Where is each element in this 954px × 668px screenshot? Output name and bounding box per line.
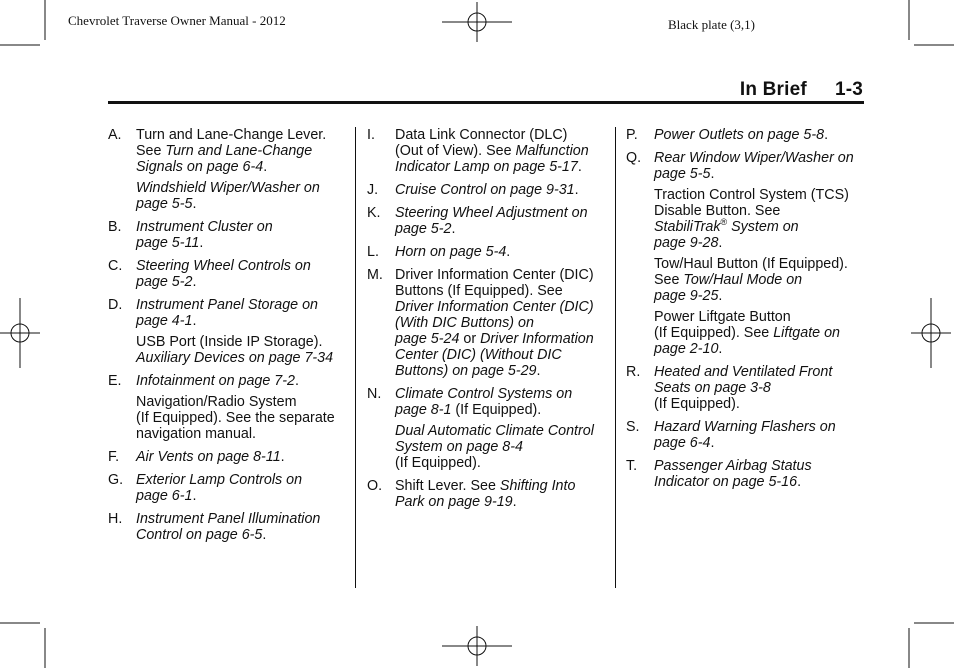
text-segment: . — [506, 244, 511, 260]
text-segment: Traction Control System (TCS) — [654, 187, 849, 203]
legend-line — [136, 274, 344, 290]
text-segment: (If Equipped). — [654, 396, 740, 412]
page-reference: page 5-11 — [136, 235, 200, 251]
legend-entry — [108, 373, 344, 389]
legend-line — [395, 363, 605, 379]
page-reference: page 2-10 — [654, 341, 719, 357]
legend-line — [136, 449, 344, 465]
page-reference: Indicator Lamp on page 5-17 — [395, 159, 578, 175]
page-reference: Instrument Panel Illumination — [136, 511, 321, 527]
legend-key: R. — [626, 364, 641, 380]
legend-entry — [108, 472, 344, 504]
legend-line — [395, 315, 605, 331]
page-reference: page 5-24 — [395, 331, 460, 347]
legend-key: L. — [367, 244, 379, 260]
legend-entry — [626, 458, 862, 490]
legend-line — [654, 380, 862, 396]
legend-key: T. — [626, 458, 638, 474]
legend-line — [136, 426, 344, 442]
legend-entry — [626, 419, 862, 451]
legend-line — [136, 511, 344, 527]
text-segment: . — [192, 313, 197, 329]
text-segment: . — [512, 494, 517, 510]
column-1 — [108, 127, 344, 550]
page-reference: Liftgate on — [773, 325, 840, 341]
page-reference: page 5-2 — [395, 221, 452, 237]
legend-entry — [108, 449, 344, 465]
text-segment: or — [459, 331, 481, 347]
page-reference: page 5-5 — [654, 166, 711, 182]
legend-line — [136, 297, 344, 313]
page-reference: Auxiliary Devices on page 7-34 — [136, 350, 334, 366]
legend-key: Q. — [626, 150, 642, 166]
legend-line — [136, 350, 344, 366]
text-segment: . — [574, 182, 579, 198]
legend-line — [395, 478, 605, 494]
legend-line — [395, 283, 605, 299]
legend-key: K. — [367, 205, 381, 221]
legend-subentry — [626, 309, 862, 357]
page-reference: Steering Wheel Controls on — [136, 258, 311, 274]
text-segment: . — [824, 127, 829, 143]
legend-line — [395, 182, 605, 198]
legend-key: I. — [367, 127, 375, 143]
legend-line — [654, 166, 862, 182]
text-segment: . — [710, 166, 715, 182]
legend-key: C. — [108, 258, 123, 274]
legend-line — [654, 396, 862, 412]
legend-entry — [108, 127, 344, 175]
legend-line — [136, 159, 344, 175]
legend-line — [136, 394, 344, 410]
page-reference: page 9-28 — [654, 235, 719, 251]
page-reference: System on — [727, 219, 799, 235]
text-segment: . — [262, 527, 267, 543]
legend-line — [395, 221, 605, 237]
text-segment: (Out of View). See — [395, 143, 516, 159]
legend-key: G. — [108, 472, 124, 488]
page-reference: page 9-25 — [654, 288, 719, 304]
section-heading — [740, 79, 863, 101]
text-segment: . — [280, 449, 285, 465]
page-reference: Buttons) on page 5-29 — [395, 363, 537, 379]
page-reference: Indicator on page 5-16 — [654, 474, 798, 490]
legend-line — [395, 299, 605, 315]
legend-line — [654, 364, 862, 380]
page-reference: Climate Control Systems on — [395, 386, 573, 402]
page-reference: page 8-1 — [395, 402, 452, 418]
page-reference: Infotainment on page 7-2 — [136, 373, 295, 389]
plate-label: Black plate (3,1) — [668, 17, 755, 32]
legend-subentry — [108, 394, 344, 442]
text-segment: Turn and Lane-Change Lever. — [136, 127, 327, 143]
legend-entry — [108, 297, 344, 329]
legend-key: N. — [367, 386, 382, 402]
text-segment: . — [192, 488, 197, 504]
legend-line — [654, 474, 862, 490]
legend-entry — [367, 267, 605, 379]
legend-line — [136, 235, 344, 251]
page-reference: page 6-4 — [654, 435, 711, 451]
legend-line — [654, 341, 862, 357]
column-divider-2 — [615, 127, 616, 588]
page-reference: Instrument Cluster on — [136, 219, 273, 235]
page-reference: Malfunction — [515, 143, 589, 159]
legend-entry — [108, 219, 344, 251]
legend-line — [654, 272, 862, 288]
registered-mark: ® — [720, 217, 728, 228]
legend-entry — [367, 244, 605, 260]
legend-key: F. — [108, 449, 120, 465]
page-reference: System on page 8-4 — [395, 439, 523, 455]
page-reference: Control on page 6-5 — [136, 527, 263, 543]
legend-key: H. — [108, 511, 123, 527]
legend-entry — [367, 205, 605, 237]
legend-line — [136, 527, 344, 543]
page-reference: Dual Automatic Climate Control — [395, 423, 594, 439]
text-segment: (If Equipped). See — [654, 325, 774, 341]
legend-line — [395, 402, 605, 418]
text-segment: Driver Information Center (DIC) — [395, 267, 594, 283]
page-reference: Exterior Lamp Controls on — [136, 472, 303, 488]
legend-line — [136, 410, 344, 426]
legend-subentry — [626, 187, 862, 251]
page-reference: Seats on page 3-8 — [654, 380, 771, 396]
text-segment: . — [577, 159, 582, 175]
legend-line — [654, 419, 862, 435]
legend-line — [654, 127, 862, 143]
legend-line — [395, 331, 605, 347]
legend-entry — [367, 478, 605, 510]
text-segment: (If Equipped). See the separate — [136, 410, 335, 426]
text-segment: . — [199, 235, 204, 251]
page-reference: Hazard Warning Flashers on — [654, 419, 836, 435]
legend-subentry — [108, 334, 344, 366]
legend-line — [654, 288, 862, 304]
page-reference: Horn on page 5-4 — [395, 244, 507, 260]
legend-key: D. — [108, 297, 123, 313]
legend-line — [395, 423, 605, 439]
legend-subentry — [108, 180, 344, 212]
page-reference: StabiliTrak — [654, 219, 721, 235]
text-segment: Tow/Haul Button (If Equipped). — [654, 256, 848, 272]
page-number: 1-3 — [834, 79, 863, 100]
page-reference: page 6-1 — [136, 488, 193, 504]
running-header-title: Chevrolet Traverse Owner Manual - 2012 — [68, 13, 286, 28]
page-reference: Passenger Airbag Status — [654, 458, 812, 474]
text-segment: Shift Lever. See — [395, 478, 500, 494]
legend-line — [136, 180, 344, 196]
legend-entry — [626, 127, 862, 143]
page-reference: Power Outlets on page 5-8 — [654, 127, 825, 143]
text-segment: . — [536, 363, 541, 379]
legend-entry — [626, 364, 862, 412]
page-reference: Driver Information Center (DIC) — [395, 299, 594, 315]
legend-line — [654, 325, 862, 341]
column-2 — [367, 127, 605, 517]
legend-line — [136, 258, 344, 274]
page-reference: page 4-1 — [136, 313, 193, 329]
legend-line — [136, 219, 344, 235]
legend-key: J. — [367, 182, 379, 198]
legend-line — [654, 150, 862, 166]
page-reference: Signals on page 6-4 — [136, 159, 264, 175]
page-reference: Driver Information — [480, 331, 594, 347]
legend-line — [395, 127, 605, 143]
legend-line — [654, 187, 862, 203]
legend-entry — [108, 511, 344, 543]
legend-line — [395, 347, 605, 363]
legend-line — [395, 143, 605, 159]
legend-key: S. — [626, 419, 640, 435]
legend-entry — [367, 386, 605, 418]
legend-line — [395, 494, 605, 510]
legend-subentry — [626, 256, 862, 304]
legend-line — [395, 439, 605, 455]
text-segment: See — [136, 143, 166, 159]
page-reference: Shifting Into — [499, 478, 576, 494]
text-segment: . — [718, 341, 723, 357]
page-reference: Windshield Wiper/Washer on — [136, 180, 320, 196]
page-reference: Heated and Ventilated Front — [654, 364, 833, 380]
legend-key: M. — [367, 267, 383, 283]
text-segment: Disable Button. See — [654, 203, 781, 219]
text-segment: . — [263, 159, 268, 175]
text-segment: . — [710, 435, 715, 451]
text-segment: Navigation/Radio System — [136, 394, 297, 410]
text-segment: (If Equipped). — [395, 455, 481, 471]
text-segment: . — [192, 274, 197, 290]
legend-line — [395, 267, 605, 283]
legend-line — [395, 455, 605, 471]
legend-line — [136, 313, 344, 329]
text-segment: . — [294, 373, 299, 389]
page-reference: Steering Wheel Adjustment on — [395, 205, 588, 221]
column-3 — [626, 127, 862, 497]
page-reference: Tow/Haul Mode on — [683, 272, 803, 288]
legend-subentry — [367, 423, 605, 471]
legend-line — [654, 203, 862, 219]
text-segment: . — [192, 196, 197, 212]
text-segment: See — [654, 272, 684, 288]
legend-key: B. — [108, 219, 122, 235]
legend-entry — [367, 182, 605, 198]
legend-line — [395, 159, 605, 175]
text-segment: (If Equipped). — [451, 402, 542, 418]
legend-line — [395, 205, 605, 221]
text-segment: . — [718, 235, 723, 251]
legend-line — [136, 196, 344, 212]
legend-line — [136, 334, 344, 350]
page-reference: Park on page 9-19 — [395, 494, 513, 510]
legend-line — [136, 143, 344, 159]
legend-entry — [367, 127, 605, 175]
legend-line — [654, 309, 862, 325]
legend-line — [395, 386, 605, 402]
legend-line — [136, 472, 344, 488]
text-segment: . — [797, 474, 802, 490]
legend-line — [136, 373, 344, 389]
text-segment: USB Port (Inside IP Storage). — [136, 334, 323, 350]
page-reference: Turn and Lane-Change — [165, 143, 313, 159]
legend-key: A. — [108, 127, 122, 143]
legend-line — [654, 235, 862, 251]
text-segment: Buttons (If Equipped). See — [395, 283, 563, 299]
legend-line — [654, 435, 862, 451]
legend-line — [654, 256, 862, 272]
text-segment: . — [718, 288, 723, 304]
header-rule — [108, 101, 864, 104]
page-reference: Rear Window Wiper/Washer on — [654, 150, 854, 166]
legend-line — [136, 127, 344, 143]
page-reference: (With DIC Buttons) on — [395, 315, 534, 331]
legend-line — [136, 488, 344, 504]
legend-entry — [626, 150, 862, 182]
legend-line — [395, 244, 605, 260]
text-segment: Data Link Connector (DLC) — [395, 127, 568, 143]
legend-key: E. — [108, 373, 122, 389]
legend-key: P. — [626, 127, 638, 143]
text-segment: navigation manual. — [136, 426, 257, 442]
page-reference: Instrument Panel Storage on — [136, 297, 318, 313]
page-reference: Air Vents on page 8-11 — [136, 449, 281, 465]
text-segment: Power Liftgate Button — [654, 309, 791, 325]
legend-line — [654, 458, 862, 474]
legend-entry — [108, 258, 344, 290]
text-segment: . — [451, 221, 456, 237]
page-reference: Center (DIC) (Without DIC — [395, 347, 562, 363]
page-reference: page 5-2 — [136, 274, 193, 290]
legend-line — [654, 219, 862, 235]
column-divider-1 — [355, 127, 356, 588]
page-reference: page 5-5 — [136, 196, 193, 212]
page-reference: Cruise Control on page 9-31 — [395, 182, 575, 198]
legend-key: O. — [367, 478, 383, 494]
section-title: In Brief — [739, 79, 807, 100]
